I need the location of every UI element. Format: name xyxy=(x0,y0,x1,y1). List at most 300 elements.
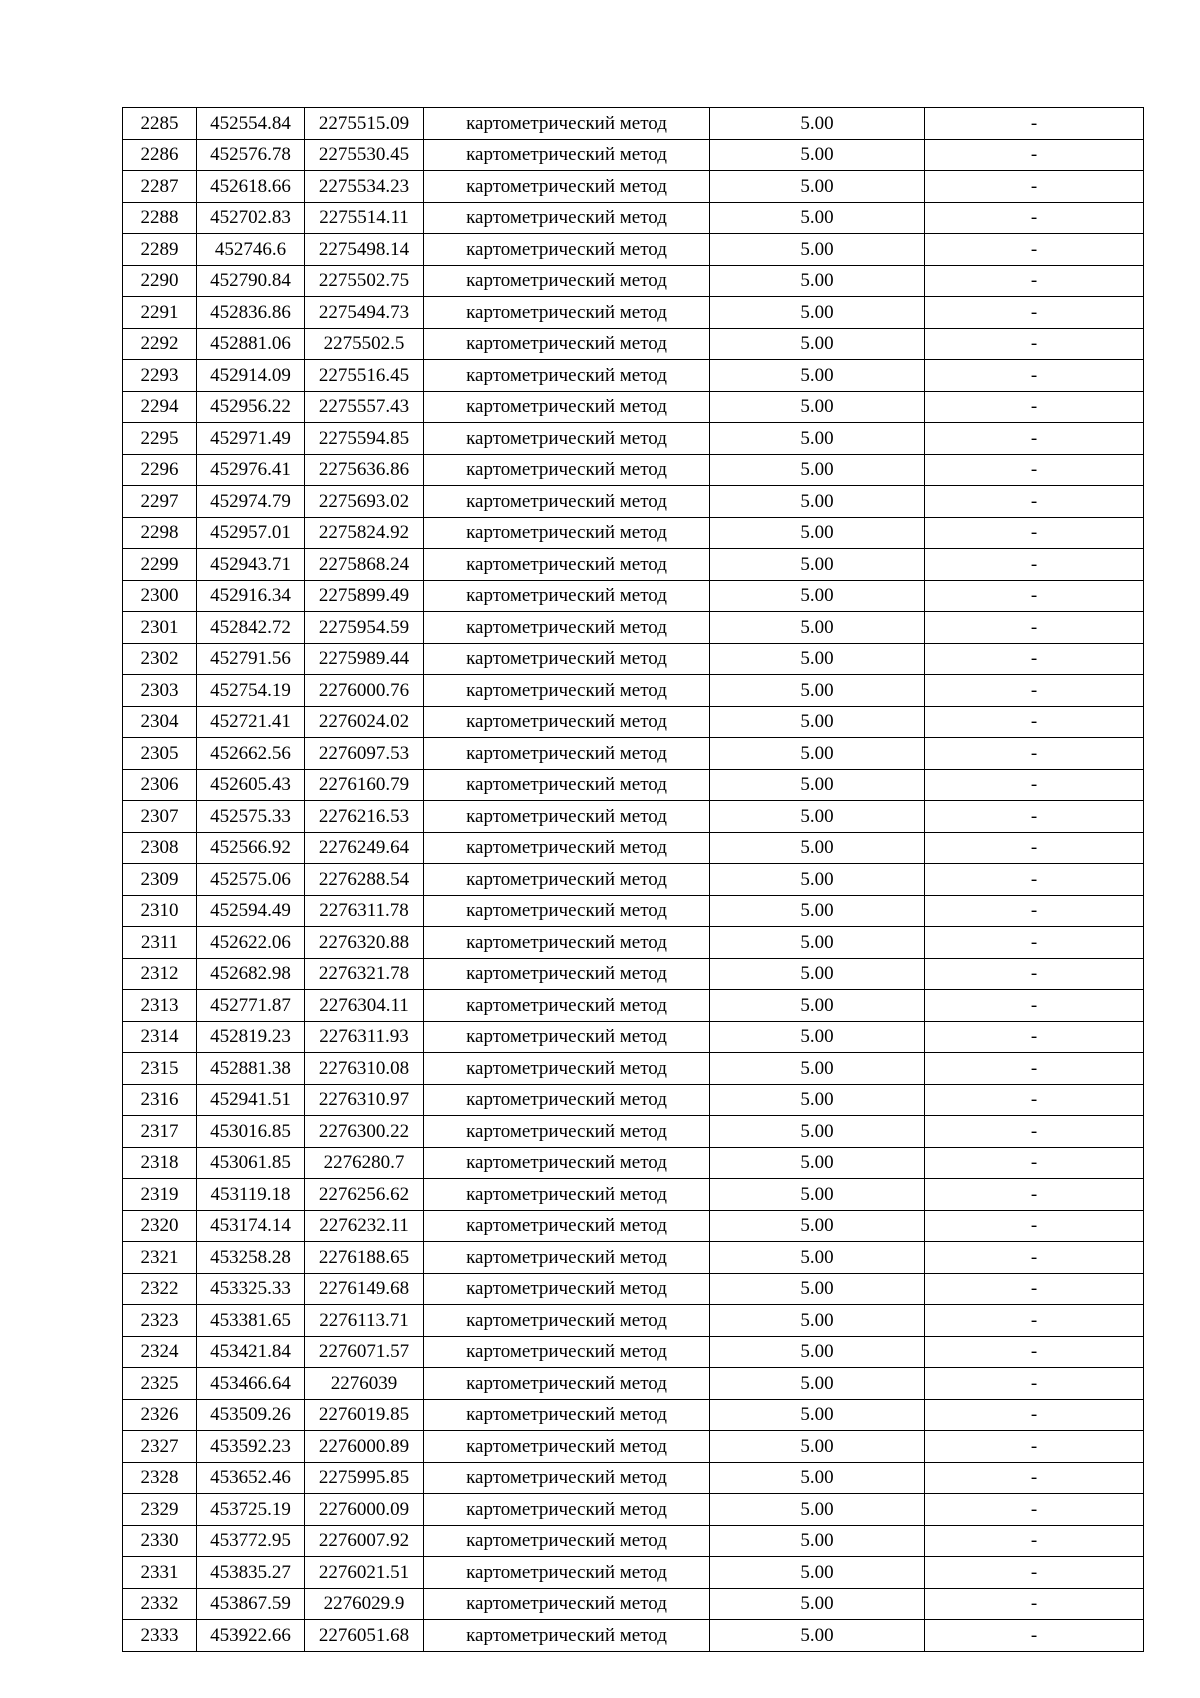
method-cell: картометрический метод xyxy=(424,423,710,455)
y-coordinate-cell: 2276024.02 xyxy=(305,706,424,738)
note-cell: - xyxy=(925,832,1144,864)
note-cell: - xyxy=(925,1179,1144,1211)
table-row xyxy=(123,1305,1144,1337)
method-cell: картометрический метод xyxy=(424,1588,710,1620)
x-coordinate-cell: 452956.22 xyxy=(197,391,305,423)
x-coordinate-cell: 452941.51 xyxy=(197,1084,305,1116)
note-cell: - xyxy=(925,1305,1144,1337)
point-number-cell: 2330 xyxy=(123,1525,197,1557)
method-cell: картометрический метод xyxy=(424,1084,710,1116)
point-number-cell: 2329 xyxy=(123,1494,197,1526)
point-number-cell: 2287 xyxy=(123,171,197,203)
x-coordinate-cell: 452943.71 xyxy=(197,549,305,581)
accuracy-cell: 5.00 xyxy=(710,297,925,329)
point-number-cell: 2300 xyxy=(123,580,197,612)
x-coordinate-cell: 452836.86 xyxy=(197,297,305,329)
point-number-cell: 2323 xyxy=(123,1305,197,1337)
point-number-cell: 2308 xyxy=(123,832,197,864)
accuracy-cell: 5.00 xyxy=(710,1620,925,1652)
x-coordinate-cell: 453466.64 xyxy=(197,1368,305,1400)
table-row xyxy=(123,706,1144,738)
point-number-cell: 2307 xyxy=(123,801,197,833)
y-coordinate-cell: 2276304.11 xyxy=(305,990,424,1022)
x-coordinate-cell: 452754.19 xyxy=(197,675,305,707)
table-row xyxy=(123,612,1144,644)
point-number-cell: 2333 xyxy=(123,1620,197,1652)
point-number-cell: 2301 xyxy=(123,612,197,644)
accuracy-cell: 5.00 xyxy=(710,643,925,675)
y-coordinate-cell: 2276029.9 xyxy=(305,1588,424,1620)
note-cell: - xyxy=(925,769,1144,801)
accuracy-cell: 5.00 xyxy=(710,328,925,360)
note-cell: - xyxy=(925,990,1144,1022)
note-cell: - xyxy=(925,517,1144,549)
x-coordinate-cell: 453922.66 xyxy=(197,1620,305,1652)
note-cell: - xyxy=(925,1021,1144,1053)
y-coordinate-cell: 2276051.68 xyxy=(305,1620,424,1652)
note-cell: - xyxy=(925,1116,1144,1148)
point-number-cell: 2325 xyxy=(123,1368,197,1400)
table-row xyxy=(123,675,1144,707)
method-cell: картометрический метод xyxy=(424,1557,710,1589)
method-cell: картометрический метод xyxy=(424,612,710,644)
table-row xyxy=(123,1557,1144,1589)
accuracy-cell: 5.00 xyxy=(710,1368,925,1400)
accuracy-cell: 5.00 xyxy=(710,1399,925,1431)
point-number-cell: 2319 xyxy=(123,1179,197,1211)
table-row xyxy=(123,1242,1144,1274)
accuracy-cell: 5.00 xyxy=(710,549,925,581)
note-cell: - xyxy=(925,1588,1144,1620)
y-coordinate-cell: 2275693.02 xyxy=(305,486,424,518)
x-coordinate-cell: 452682.98 xyxy=(197,958,305,990)
x-coordinate-cell: 452746.6 xyxy=(197,234,305,266)
x-coordinate-cell: 452554.84 xyxy=(197,108,305,140)
table-row xyxy=(123,769,1144,801)
point-number-cell: 2327 xyxy=(123,1431,197,1463)
table-row xyxy=(123,549,1144,581)
table-row xyxy=(123,801,1144,833)
point-number-cell: 2303 xyxy=(123,675,197,707)
table-row xyxy=(123,990,1144,1022)
y-coordinate-cell: 2275989.44 xyxy=(305,643,424,675)
x-coordinate-cell: 452916.34 xyxy=(197,580,305,612)
point-number-cell: 2295 xyxy=(123,423,197,455)
method-cell: картометрический метод xyxy=(424,738,710,770)
note-cell: - xyxy=(925,423,1144,455)
accuracy-cell: 5.00 xyxy=(710,1336,925,1368)
note-cell: - xyxy=(925,1620,1144,1652)
method-cell: картометрический метод xyxy=(424,1116,710,1148)
x-coordinate-cell: 453061.85 xyxy=(197,1147,305,1179)
table-row xyxy=(123,1084,1144,1116)
y-coordinate-cell: 2276188.65 xyxy=(305,1242,424,1274)
accuracy-cell: 5.00 xyxy=(710,108,925,140)
method-cell: картометрический метод xyxy=(424,801,710,833)
y-coordinate-cell: 2276097.53 xyxy=(305,738,424,770)
x-coordinate-cell: 452974.79 xyxy=(197,486,305,518)
accuracy-cell: 5.00 xyxy=(710,1431,925,1463)
y-coordinate-cell: 2275899.49 xyxy=(305,580,424,612)
table-row xyxy=(123,1368,1144,1400)
table-row xyxy=(123,927,1144,959)
y-coordinate-cell: 2276007.92 xyxy=(305,1525,424,1557)
y-coordinate-cell: 2276310.97 xyxy=(305,1084,424,1116)
y-coordinate-cell: 2276256.62 xyxy=(305,1179,424,1211)
accuracy-cell: 5.00 xyxy=(710,1210,925,1242)
accuracy-cell: 5.00 xyxy=(710,139,925,171)
point-number-cell: 2288 xyxy=(123,202,197,234)
y-coordinate-cell: 2276280.7 xyxy=(305,1147,424,1179)
table-row xyxy=(123,454,1144,486)
accuracy-cell: 5.00 xyxy=(710,423,925,455)
point-number-cell: 2285 xyxy=(123,108,197,140)
method-cell: картометрический метод xyxy=(424,1242,710,1274)
note-cell: - xyxy=(925,864,1144,896)
table-row xyxy=(123,864,1144,896)
method-cell: картометрический метод xyxy=(424,580,710,612)
accuracy-cell: 5.00 xyxy=(710,1462,925,1494)
method-cell: картометрический метод xyxy=(424,360,710,392)
note-cell: - xyxy=(925,1242,1144,1274)
point-number-cell: 2332 xyxy=(123,1588,197,1620)
method-cell: картометрический метод xyxy=(424,517,710,549)
point-number-cell: 2321 xyxy=(123,1242,197,1274)
accuracy-cell: 5.00 xyxy=(710,202,925,234)
accuracy-cell: 5.00 xyxy=(710,1116,925,1148)
y-coordinate-cell: 2276019.85 xyxy=(305,1399,424,1431)
accuracy-cell: 5.00 xyxy=(710,738,925,770)
table-row xyxy=(123,738,1144,770)
y-coordinate-cell: 2276149.68 xyxy=(305,1273,424,1305)
accuracy-cell: 5.00 xyxy=(710,832,925,864)
coordinates-table xyxy=(122,107,1144,1652)
x-coordinate-cell: 453835.27 xyxy=(197,1557,305,1589)
note-cell: - xyxy=(925,706,1144,738)
table-row xyxy=(123,139,1144,171)
y-coordinate-cell: 2275534.23 xyxy=(305,171,424,203)
method-cell: картометрический метод xyxy=(424,1179,710,1211)
note-cell: - xyxy=(925,1494,1144,1526)
point-number-cell: 2326 xyxy=(123,1399,197,1431)
accuracy-cell: 5.00 xyxy=(710,895,925,927)
note-cell: - xyxy=(925,895,1144,927)
table-row xyxy=(123,328,1144,360)
y-coordinate-cell: 2275594.85 xyxy=(305,423,424,455)
coordinates-table-body xyxy=(123,108,1144,1652)
table-row xyxy=(123,1494,1144,1526)
note-cell: - xyxy=(925,1053,1144,1085)
point-number-cell: 2312 xyxy=(123,958,197,990)
y-coordinate-cell: 2276113.71 xyxy=(305,1305,424,1337)
method-cell: картометрический метод xyxy=(424,990,710,1022)
method-cell: картометрический метод xyxy=(424,643,710,675)
method-cell: картометрический метод xyxy=(424,706,710,738)
method-cell: картометрический метод xyxy=(424,265,710,297)
accuracy-cell: 5.00 xyxy=(710,1021,925,1053)
table-row xyxy=(123,1053,1144,1085)
y-coordinate-cell: 2275498.14 xyxy=(305,234,424,266)
point-number-cell: 2291 xyxy=(123,297,197,329)
table-row xyxy=(123,1273,1144,1305)
x-coordinate-cell: 452957.01 xyxy=(197,517,305,549)
y-coordinate-cell: 2275516.45 xyxy=(305,360,424,392)
point-number-cell: 2293 xyxy=(123,360,197,392)
note-cell: - xyxy=(925,297,1144,329)
accuracy-cell: 5.00 xyxy=(710,1588,925,1620)
x-coordinate-cell: 452566.92 xyxy=(197,832,305,864)
method-cell: картометрический метод xyxy=(424,675,710,707)
note-cell: - xyxy=(925,612,1144,644)
table-row xyxy=(123,1179,1144,1211)
x-coordinate-cell: 452771.87 xyxy=(197,990,305,1022)
note-cell: - xyxy=(925,454,1144,486)
point-number-cell: 2322 xyxy=(123,1273,197,1305)
point-number-cell: 2310 xyxy=(123,895,197,927)
method-cell: картометрический метод xyxy=(424,1210,710,1242)
x-coordinate-cell: 452791.56 xyxy=(197,643,305,675)
table-row xyxy=(123,360,1144,392)
method-cell: картометрический метод xyxy=(424,328,710,360)
table-row xyxy=(123,234,1144,266)
accuracy-cell: 5.00 xyxy=(710,1305,925,1337)
note-cell: - xyxy=(925,801,1144,833)
y-coordinate-cell: 2276000.09 xyxy=(305,1494,424,1526)
note-cell: - xyxy=(925,675,1144,707)
x-coordinate-cell: 452575.33 xyxy=(197,801,305,833)
point-number-cell: 2314 xyxy=(123,1021,197,1053)
note-cell: - xyxy=(925,1084,1144,1116)
table-row xyxy=(123,1147,1144,1179)
method-cell: картометрический метод xyxy=(424,958,710,990)
note-cell: - xyxy=(925,1273,1144,1305)
point-number-cell: 2324 xyxy=(123,1336,197,1368)
x-coordinate-cell: 453119.18 xyxy=(197,1179,305,1211)
note-cell: - xyxy=(925,108,1144,140)
note-cell: - xyxy=(925,1210,1144,1242)
point-number-cell: 2306 xyxy=(123,769,197,801)
method-cell: картометрический метод xyxy=(424,297,710,329)
table-row xyxy=(123,391,1144,423)
note-cell: - xyxy=(925,486,1144,518)
table-row xyxy=(123,171,1144,203)
method-cell: картометрический метод xyxy=(424,1021,710,1053)
y-coordinate-cell: 2276310.08 xyxy=(305,1053,424,1085)
method-cell: картометрический метод xyxy=(424,391,710,423)
accuracy-cell: 5.00 xyxy=(710,927,925,959)
table-row xyxy=(123,1021,1144,1053)
y-coordinate-cell: 2275824.92 xyxy=(305,517,424,549)
y-coordinate-cell: 2275502.5 xyxy=(305,328,424,360)
y-coordinate-cell: 2276000.76 xyxy=(305,675,424,707)
x-coordinate-cell: 452842.72 xyxy=(197,612,305,644)
note-cell: - xyxy=(925,202,1144,234)
x-coordinate-cell: 453421.84 xyxy=(197,1336,305,1368)
point-number-cell: 2292 xyxy=(123,328,197,360)
accuracy-cell: 5.00 xyxy=(710,675,925,707)
x-coordinate-cell: 453258.28 xyxy=(197,1242,305,1274)
table-row xyxy=(123,895,1144,927)
point-number-cell: 2304 xyxy=(123,706,197,738)
accuracy-cell: 5.00 xyxy=(710,990,925,1022)
x-coordinate-cell: 453725.19 xyxy=(197,1494,305,1526)
accuracy-cell: 5.00 xyxy=(710,486,925,518)
y-coordinate-cell: 2276160.79 xyxy=(305,769,424,801)
accuracy-cell: 5.00 xyxy=(710,234,925,266)
y-coordinate-cell: 2275954.59 xyxy=(305,612,424,644)
x-coordinate-cell: 452605.43 xyxy=(197,769,305,801)
x-coordinate-cell: 453772.95 xyxy=(197,1525,305,1557)
note-cell: - xyxy=(925,234,1144,266)
note-cell: - xyxy=(925,549,1144,581)
note-cell: - xyxy=(925,360,1144,392)
accuracy-cell: 5.00 xyxy=(710,171,925,203)
note-cell: - xyxy=(925,643,1144,675)
point-number-cell: 2290 xyxy=(123,265,197,297)
method-cell: картометрический метод xyxy=(424,139,710,171)
note-cell: - xyxy=(925,580,1144,612)
method-cell: картометрический метод xyxy=(424,171,710,203)
table-row xyxy=(123,1525,1144,1557)
x-coordinate-cell: 452790.84 xyxy=(197,265,305,297)
x-coordinate-cell: 452622.06 xyxy=(197,927,305,959)
table-row xyxy=(123,517,1144,549)
x-coordinate-cell: 452881.06 xyxy=(197,328,305,360)
method-cell: картометрический метод xyxy=(424,486,710,518)
note-cell: - xyxy=(925,738,1144,770)
note-cell: - xyxy=(925,139,1144,171)
y-coordinate-cell: 2276320.88 xyxy=(305,927,424,959)
y-coordinate-cell: 2276321.78 xyxy=(305,958,424,990)
accuracy-cell: 5.00 xyxy=(710,580,925,612)
accuracy-cell: 5.00 xyxy=(710,1242,925,1274)
table-row xyxy=(123,1399,1144,1431)
y-coordinate-cell: 2276071.57 xyxy=(305,1336,424,1368)
method-cell: картометрический метод xyxy=(424,769,710,801)
y-coordinate-cell: 2276232.11 xyxy=(305,1210,424,1242)
x-coordinate-cell: 453652.46 xyxy=(197,1462,305,1494)
x-coordinate-cell: 452576.78 xyxy=(197,139,305,171)
point-number-cell: 2286 xyxy=(123,139,197,171)
point-number-cell: 2289 xyxy=(123,234,197,266)
x-coordinate-cell: 453381.65 xyxy=(197,1305,305,1337)
note-cell: - xyxy=(925,171,1144,203)
note-cell: - xyxy=(925,1462,1144,1494)
point-number-cell: 2316 xyxy=(123,1084,197,1116)
method-cell: картометрический метод xyxy=(424,1305,710,1337)
note-cell: - xyxy=(925,1557,1144,1589)
accuracy-cell: 5.00 xyxy=(710,517,925,549)
x-coordinate-cell: 452618.66 xyxy=(197,171,305,203)
y-coordinate-cell: 2276000.89 xyxy=(305,1431,424,1463)
accuracy-cell: 5.00 xyxy=(710,1147,925,1179)
method-cell: картометрический метод xyxy=(424,234,710,266)
method-cell: картометрический метод xyxy=(424,549,710,581)
point-number-cell: 2296 xyxy=(123,454,197,486)
y-coordinate-cell: 2276300.22 xyxy=(305,1116,424,1148)
note-cell: - xyxy=(925,1431,1144,1463)
method-cell: картометрический метод xyxy=(424,864,710,896)
x-coordinate-cell: 452721.41 xyxy=(197,706,305,738)
method-cell: картометрический метод xyxy=(424,1273,710,1305)
table-row xyxy=(123,958,1144,990)
note-cell: - xyxy=(925,927,1144,959)
y-coordinate-cell: 2275515.09 xyxy=(305,108,424,140)
y-coordinate-cell: 2276311.93 xyxy=(305,1021,424,1053)
table-row xyxy=(123,297,1144,329)
point-number-cell: 2313 xyxy=(123,990,197,1022)
point-number-cell: 2320 xyxy=(123,1210,197,1242)
table-row xyxy=(123,1336,1144,1368)
accuracy-cell: 5.00 xyxy=(710,1179,925,1211)
note-cell: - xyxy=(925,958,1144,990)
method-cell: картометрический метод xyxy=(424,1462,710,1494)
accuracy-cell: 5.00 xyxy=(710,706,925,738)
accuracy-cell: 5.00 xyxy=(710,360,925,392)
table-row xyxy=(123,580,1144,612)
accuracy-cell: 5.00 xyxy=(710,1053,925,1085)
point-number-cell: 2297 xyxy=(123,486,197,518)
table-row xyxy=(123,643,1144,675)
x-coordinate-cell: 452971.49 xyxy=(197,423,305,455)
accuracy-cell: 5.00 xyxy=(710,612,925,644)
method-cell: картометрический метод xyxy=(424,1525,710,1557)
accuracy-cell: 5.00 xyxy=(710,801,925,833)
y-coordinate-cell: 2275636.86 xyxy=(305,454,424,486)
accuracy-cell: 5.00 xyxy=(710,1273,925,1305)
x-coordinate-cell: 452594.49 xyxy=(197,895,305,927)
method-cell: картометрический метод xyxy=(424,1620,710,1652)
table-row xyxy=(123,265,1144,297)
table-row xyxy=(123,832,1144,864)
table-row xyxy=(123,486,1144,518)
method-cell: картометрический метод xyxy=(424,1368,710,1400)
accuracy-cell: 5.00 xyxy=(710,1084,925,1116)
y-coordinate-cell: 2275514.11 xyxy=(305,202,424,234)
point-number-cell: 2331 xyxy=(123,1557,197,1589)
x-coordinate-cell: 453867.59 xyxy=(197,1588,305,1620)
table-row xyxy=(123,1116,1144,1148)
point-number-cell: 2302 xyxy=(123,643,197,675)
note-cell: - xyxy=(925,1525,1144,1557)
table-row xyxy=(123,423,1144,455)
point-number-cell: 2328 xyxy=(123,1462,197,1494)
method-cell: картометрический метод xyxy=(424,832,710,864)
x-coordinate-cell: 453592.23 xyxy=(197,1431,305,1463)
method-cell: картометрический метод xyxy=(424,1494,710,1526)
table-row xyxy=(123,1210,1144,1242)
note-cell: - xyxy=(925,1147,1144,1179)
accuracy-cell: 5.00 xyxy=(710,391,925,423)
point-number-cell: 2298 xyxy=(123,517,197,549)
table-row xyxy=(123,202,1144,234)
x-coordinate-cell: 453016.85 xyxy=(197,1116,305,1148)
table-row xyxy=(123,1431,1144,1463)
y-coordinate-cell: 2276021.51 xyxy=(305,1557,424,1589)
x-coordinate-cell: 452575.06 xyxy=(197,864,305,896)
accuracy-cell: 5.00 xyxy=(710,1525,925,1557)
table-row xyxy=(123,108,1144,140)
y-coordinate-cell: 2275502.75 xyxy=(305,265,424,297)
x-coordinate-cell: 452881.38 xyxy=(197,1053,305,1085)
point-number-cell: 2305 xyxy=(123,738,197,770)
note-cell: - xyxy=(925,328,1144,360)
point-number-cell: 2317 xyxy=(123,1116,197,1148)
x-coordinate-cell: 452662.56 xyxy=(197,738,305,770)
y-coordinate-cell: 2276216.53 xyxy=(305,801,424,833)
table-row xyxy=(123,1620,1144,1652)
method-cell: картометрический метод xyxy=(424,202,710,234)
